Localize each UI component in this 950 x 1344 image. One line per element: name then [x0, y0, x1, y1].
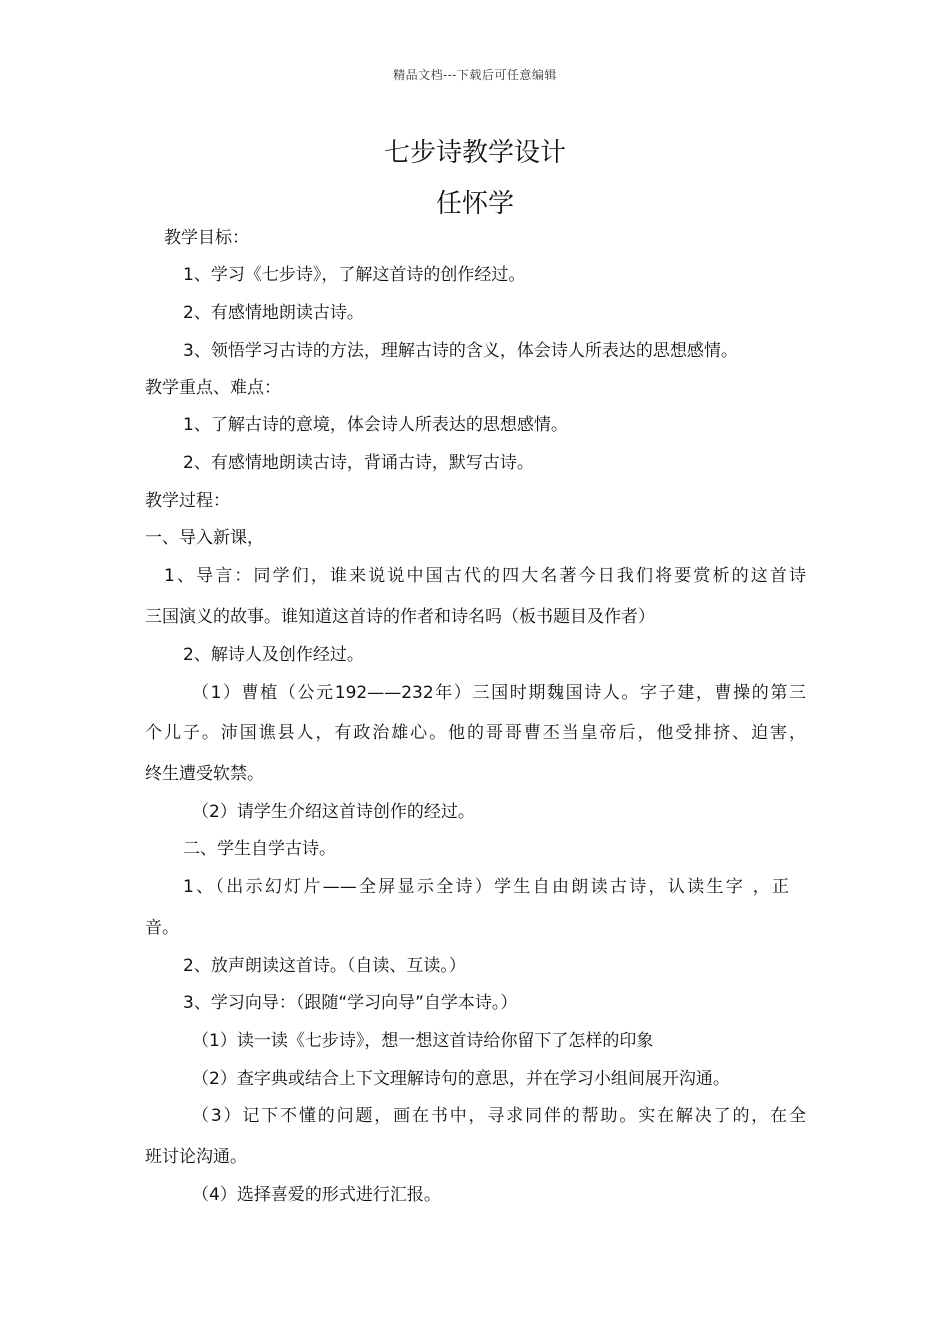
paragraph-line: 班讨论沟通。 — [145, 1147, 247, 1167]
document-title: 七步诗教学设计 — [383, 138, 566, 168]
paragraph-line: （3）记下不懂的问题，画在书中，寻求同伴的帮助。实在解决了的，在全 — [192, 1106, 806, 1126]
paragraph-line: 2、解诗人及创作经过。 — [183, 645, 364, 665]
paragraph-line: （1）读一读《七步诗》，想一想这首诗给你留下了怎样的印象 — [192, 1031, 654, 1051]
header-watermark: 精品文档---下载后可任意编辑 — [393, 68, 557, 82]
paragraph-line: 终生遭受软禁。 — [145, 764, 264, 784]
paragraph-line: 1、（出示幻灯片——全屏显示全诗）学生自由朗读古诗，认读生字 ，正 — [183, 877, 789, 897]
paragraph-line: 1、导言：同学们，谁来说说中国古代的四大名著今日我们将要赏析的这首诗 — [164, 566, 806, 586]
objective-item-1: 1、学习《七步诗》，了解这首诗的创作经过。 — [183, 265, 526, 285]
paragraph-line: （1）曹植（公元192——232年）三国时期魏国诗人。字子建，曹操的第三 — [192, 683, 806, 703]
key-point-item-2: 2、有感情地朗读古诗，背诵古诗，默写古诗。 — [183, 453, 534, 473]
objective-item-2: 2、有感情地朗读古诗。 — [183, 303, 364, 323]
process-step-2-heading: 二、学生自学古诗。 — [183, 839, 336, 859]
paragraph-line: 音。 — [145, 918, 179, 938]
section-heading-process: 教学过程： — [145, 491, 230, 511]
objective-item-3: 3、领悟学习古诗的方法，理解古诗的含义，体会诗人所表达的思想感情。 — [183, 341, 738, 361]
section-heading-objectives: 教学目标： — [164, 228, 249, 248]
paragraph-line: （4）选择喜爱的形式进行汇报。 — [192, 1185, 441, 1205]
document-author: 任怀学 — [435, 189, 514, 219]
paragraph-line: 2、放声朗读这首诗。（自读、互读。） — [183, 956, 466, 976]
key-point-item-1: 1、了解古诗的意境，体会诗人所表达的思想感情。 — [183, 415, 568, 435]
paragraph-line: 3、学习向导：（跟随“学习向导”自学本诗。） — [183, 993, 518, 1013]
process-step-1-heading: 一、导入新课， — [145, 528, 264, 548]
section-heading-key-points: 教学重点、难点： — [145, 378, 281, 398]
paragraph-line: 个儿子。沛国谯县人，有政治雄心。他的哥哥曹丕当皇帝后，他受排挤、迫害， — [145, 723, 806, 743]
paragraph-line: （2）查字典或结合上下文理解诗句的意思，并在学习小组间展开沟通。 — [192, 1069, 730, 1089]
paragraph-line: 三国演义的故事。谁知道这首诗的作者和诗名吗（板书题目及作者） — [145, 607, 655, 627]
paragraph-line: （2）请学生介绍这首诗创作的经过。 — [192, 802, 475, 822]
